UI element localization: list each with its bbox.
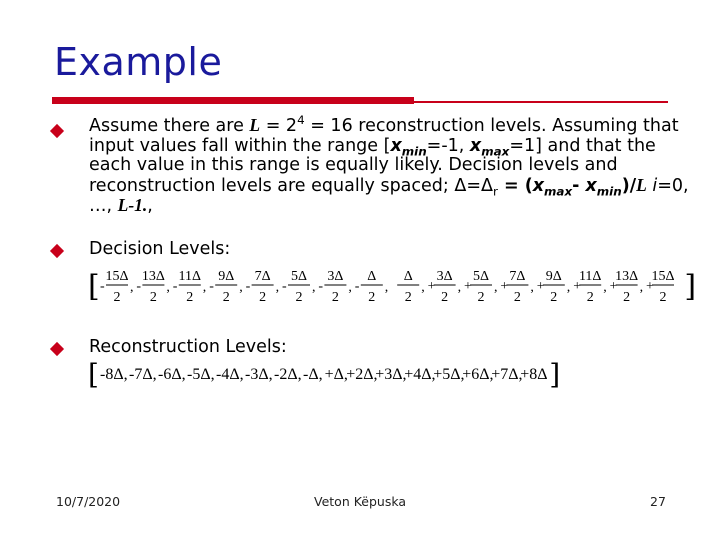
comma-separator: , [239, 280, 243, 295]
fraction-numerator: 3Δ [436, 269, 453, 284]
level-sign: + [609, 279, 618, 294]
diamond-bullet-icon [50, 124, 64, 138]
fraction-numerator: 13Δ [141, 269, 165, 284]
fraction-numerator: 9Δ [218, 269, 235, 284]
level-sign: - [282, 279, 287, 294]
fraction-denominator: 2 [550, 290, 558, 305]
fraction-denominator: 2 [623, 290, 631, 305]
diamond-bullet-icon [50, 244, 64, 258]
close-bracket: ] [684, 269, 697, 304]
fraction-denominator: 2 [368, 290, 376, 305]
comma-separator: , [603, 280, 607, 295]
reconstruction-level: +5Δ, [433, 366, 465, 383]
level-sign: + [427, 279, 436, 294]
fraction-denominator: 2 [295, 290, 303, 305]
comma-separator: , [130, 280, 134, 295]
level-sign: - [209, 279, 214, 294]
level-sign: + [464, 279, 472, 294]
fraction-numerator: 5Δ [290, 269, 308, 284]
level-sign: - [136, 279, 142, 294]
reconstruction-level: +7Δ, [491, 366, 523, 383]
reconstruction-level: +2Δ, [346, 366, 378, 383]
title-underline-thin [414, 101, 668, 103]
comma-separator: , [494, 280, 498, 295]
open-bracket: [ [88, 269, 100, 304]
assumption-paragraph: Assume there are $L = 2^4 = 16$ reconstruction levels. Assuming that input values fall within the range [$x_{min}=-1$, $x_{max}=1$] and that the each value in this range is equally likely. Decision levels and reconstruction levels are equally spaced; $\Delta=\Delta_r = (x_{max}-$ $x_{min})/L$ i=0, …, L-1., [89, 113, 689, 216]
reconstruction-level: -6Δ, [158, 366, 186, 383]
fraction-numerator: 15Δ [651, 269, 675, 284]
fraction-numerator: Δ [367, 269, 377, 284]
fraction-denominator: 2 [186, 290, 194, 305]
fraction-denominator: 2 [222, 290, 230, 305]
reconstruction-level: +3Δ, [375, 366, 407, 383]
fraction-denominator: 2 [477, 290, 485, 305]
fraction-denominator: 2 [513, 290, 521, 305]
level-sign: + [573, 279, 582, 294]
fraction-numerator: 7Δ [509, 269, 526, 284]
comma-separator: , [312, 280, 316, 295]
fraction-denominator: 2 [659, 290, 667, 305]
decision-levels-formula [88, 264, 697, 310]
level-sign: + [536, 279, 545, 294]
comma-separator: , [566, 280, 571, 295]
fraction-denominator: 2 [331, 290, 339, 305]
comma-separator: , [348, 280, 352, 295]
fraction-denominator: 2 [441, 290, 449, 305]
fraction-numerator: 3Δ [327, 269, 344, 284]
fraction-numerator: 7Δ [254, 269, 271, 284]
fraction-numerator: Δ [403, 269, 413, 284]
open-bracket: [ [88, 358, 99, 391]
comma-separator: , [530, 280, 534, 295]
reconstruction-level: -Δ, [303, 366, 323, 383]
slide-title: Example [54, 40, 223, 84]
reconstruction-level: +4Δ, [404, 366, 436, 383]
fraction-numerator: 9Δ [545, 269, 562, 284]
fraction-numerator: 13Δ [615, 269, 639, 284]
reconstruction-level: -4Δ, [216, 366, 244, 383]
fraction-numerator: 15Δ [105, 269, 129, 284]
level-sign: + [500, 279, 509, 294]
decision-levels-label: Decision Levels: [89, 239, 231, 259]
fraction-denominator: 2 [149, 290, 157, 305]
footer-page-number: 27 [650, 494, 666, 509]
level-sign: - [245, 279, 251, 294]
reconstruction-level: +6Δ, [462, 366, 494, 383]
reconstruction-level: -2Δ, [274, 366, 302, 383]
reconstruction-level: -8Δ, [100, 366, 128, 383]
fraction-denominator: 2 [113, 290, 121, 305]
reconstruction-levels-formula [88, 358, 708, 390]
comma-separator: , [202, 280, 207, 295]
reconstruction-level: +8Δ [520, 366, 548, 383]
comma-separator: , [275, 280, 280, 295]
fraction-numerator: 11Δ [578, 269, 602, 284]
fraction-denominator: 2 [404, 290, 412, 305]
comma-separator: , [639, 280, 644, 295]
comma-separator: , [421, 280, 425, 295]
level-sign: + [646, 279, 654, 294]
footer-author: Veton Këpuska [314, 494, 407, 509]
reconstruction-levels-label: Reconstruction Levels: [89, 337, 287, 357]
level-sign: - [318, 279, 324, 294]
close-bracket: ] [549, 358, 561, 391]
fraction-denominator: 2 [259, 290, 267, 305]
reconstruction-level: -7Δ, [129, 366, 157, 383]
level-sign: - [354, 279, 360, 294]
footer-date: 10/7/2020 [56, 494, 121, 509]
fraction-numerator: 5Δ [472, 269, 490, 284]
reconstruction-level: -5Δ, [187, 366, 215, 383]
comma-separator: , [457, 280, 462, 295]
reconstruction-level: +Δ, [324, 366, 348, 383]
diamond-bullet-icon [50, 342, 64, 356]
comma-separator: , [166, 280, 170, 295]
reconstruction-level: -3Δ, [245, 366, 273, 383]
level-sign: - [172, 279, 178, 294]
fraction-denominator: 2 [586, 290, 594, 305]
comma-separator: , [384, 280, 389, 295]
fraction-numerator: 11Δ [178, 269, 202, 284]
level-sign: - [100, 279, 105, 294]
title-underline-thick [52, 97, 414, 104]
